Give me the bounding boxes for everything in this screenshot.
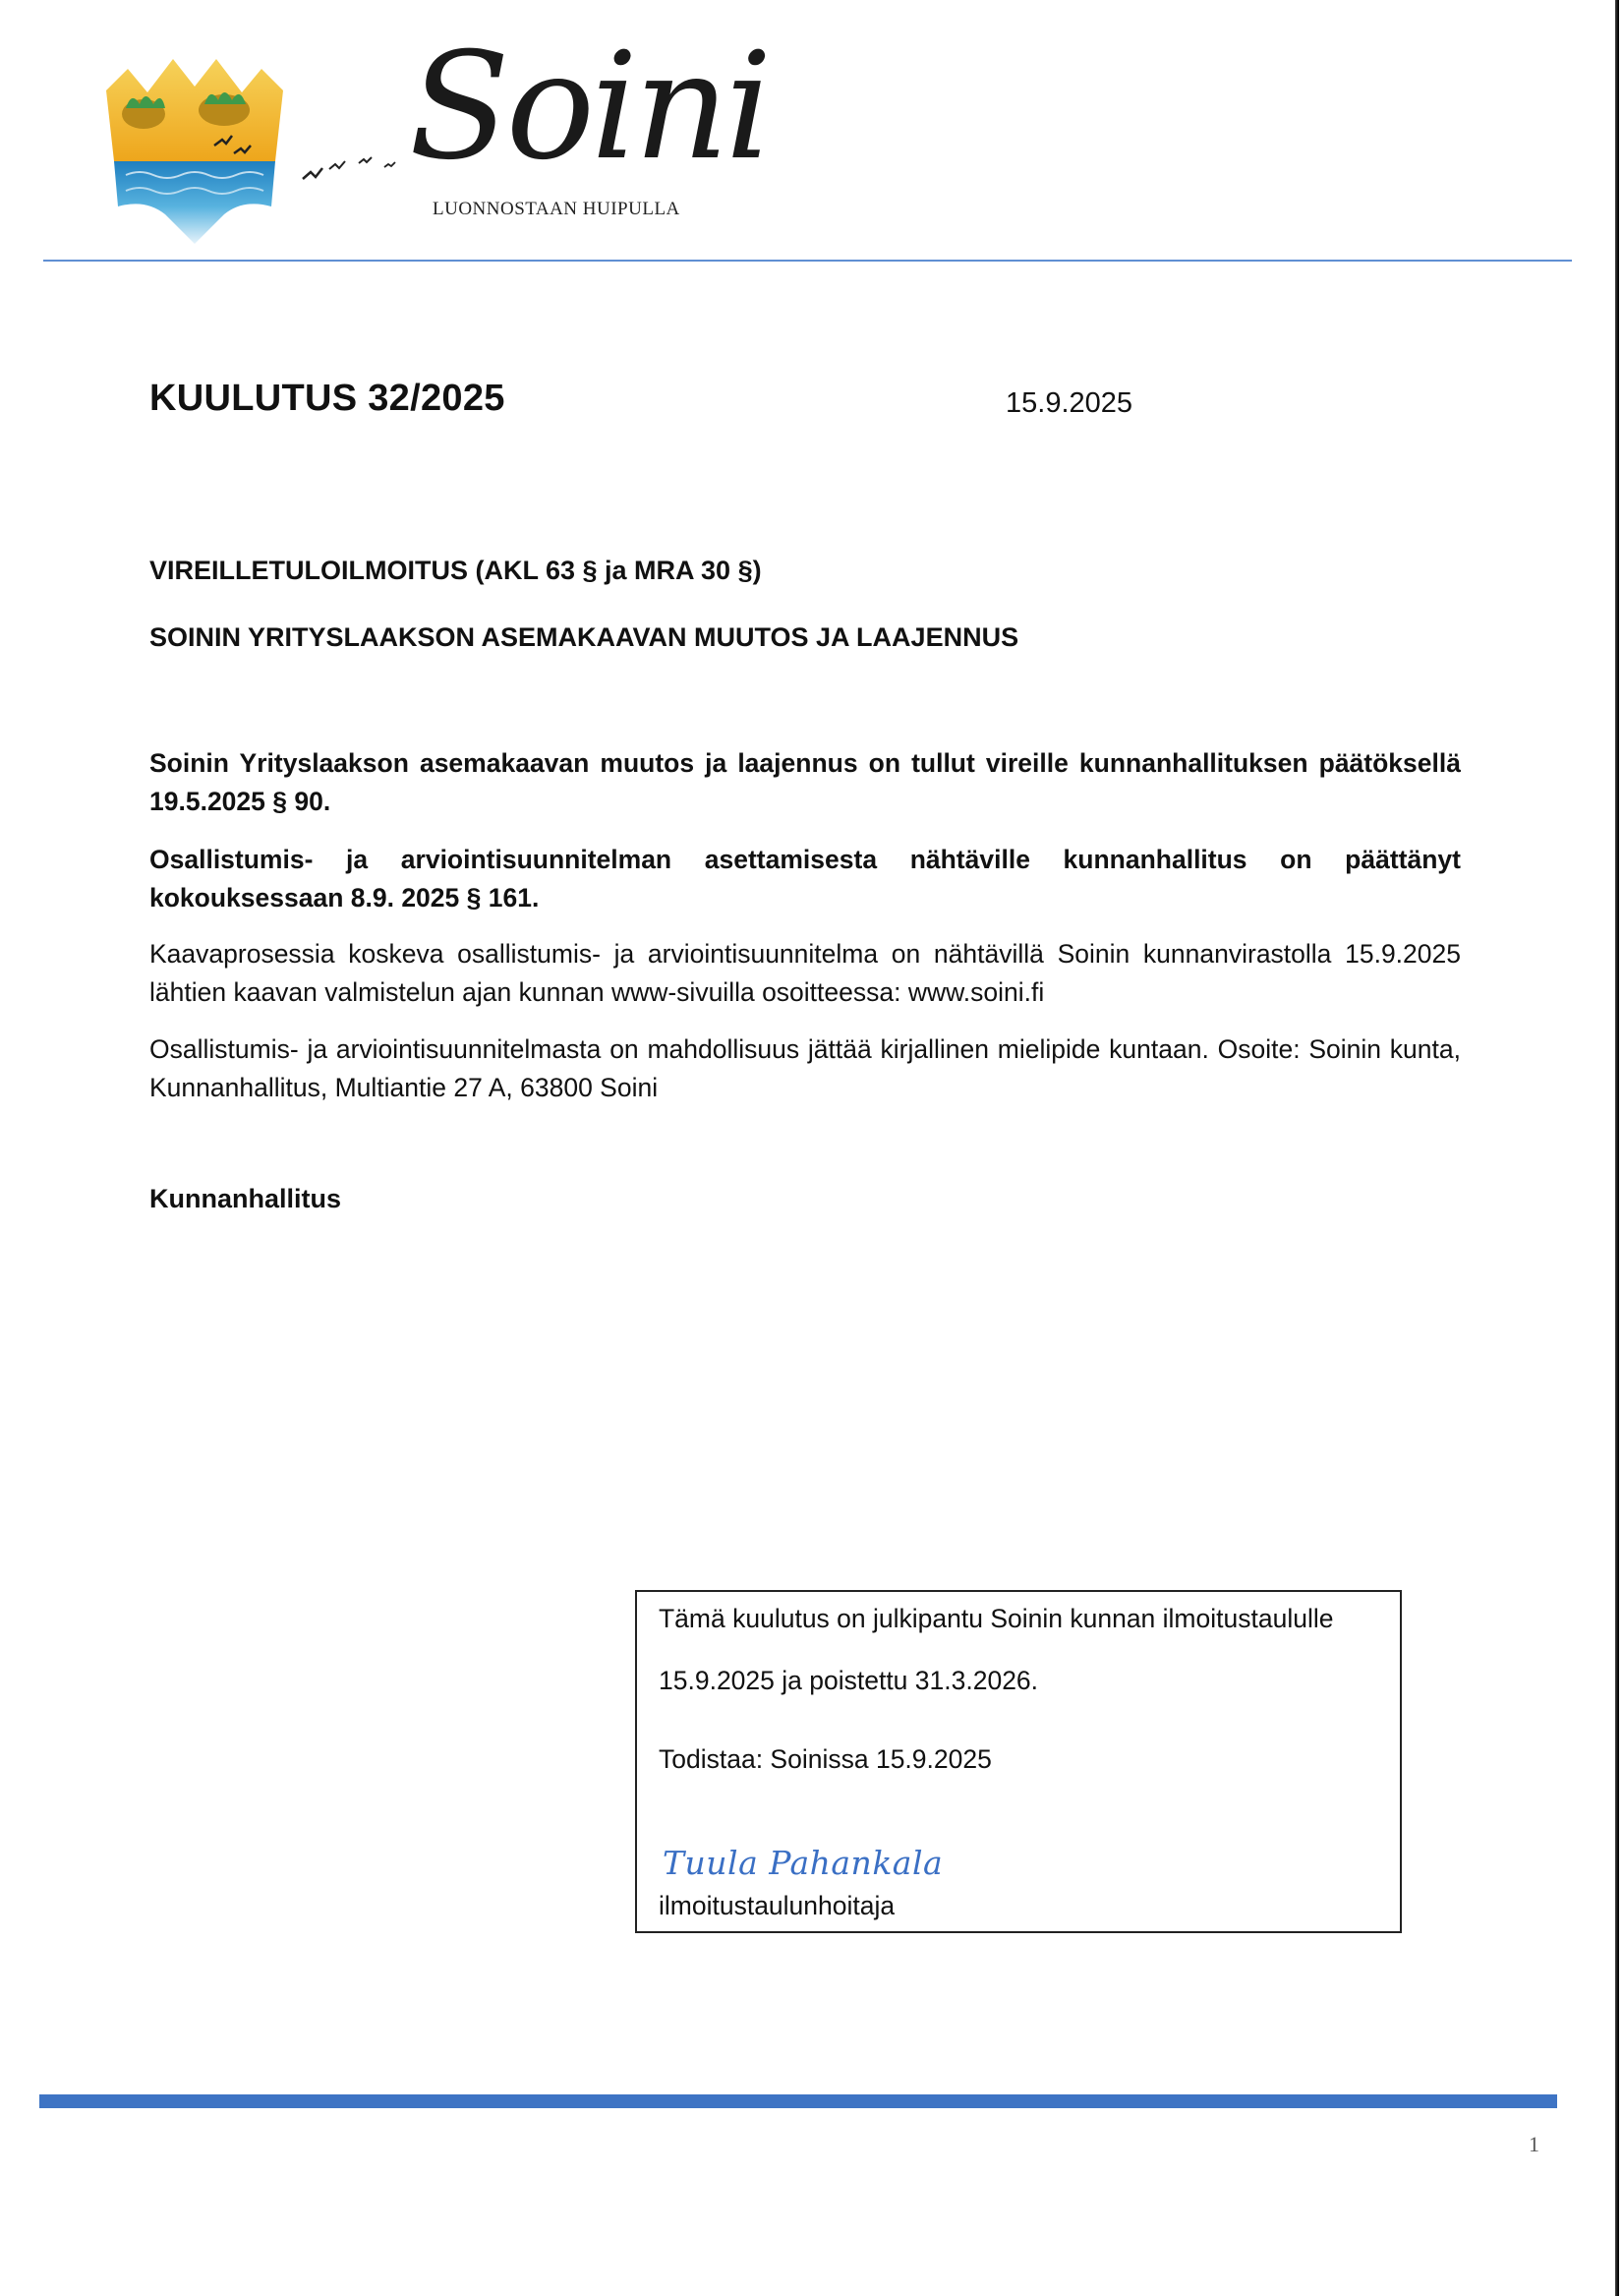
- posting-line-2: 15.9.2025 ja poistettu 31.3.2026.: [659, 1666, 1039, 1695]
- logo-tagline: LUONNOSTAAN HUIPULLA: [433, 199, 680, 219]
- paragraph-feedback: Osallistumis- ja arviointisuunnitelmasta on mahdollisuus jättää kirjallinen mielipide kuntaan. Osoite: Soinin kunta, Kunnanhallitus, Multiantie 27 A, 63800 Soini: [149, 1034, 1461, 1102]
- paragraph-availability: Kaavaprosessia koskeva osallistumis- ja arviointisuunnitelma on nähtävillä Soinin kunnanvirastolla 15.9.2025 lähtien kaavan valmistelun ajan kunnan www-sivuilla osoitteessa: www.soini.fi: [149, 939, 1461, 1007]
- heading-plan-name: SOININ YRITYSLAAKSON ASEMAKAAVAN MUUTOS JA LAAJENNUS: [149, 622, 1019, 652]
- announcement-title: KUULUTUS 32/2025: [149, 378, 505, 419]
- crown-emblem-icon: [96, 51, 293, 253]
- heading-notice-type: VIREILLETULOILMOITUS (AKL 63 § ja MRA 30 §): [149, 556, 762, 585]
- soini-logo: [96, 22, 769, 253]
- announcement-date: 15.9.2025: [1006, 387, 1133, 419]
- signatory-role: ilmoitustaulunhoitaja: [659, 1891, 896, 1920]
- posting-certificate-box: [635, 1590, 1402, 1933]
- header-divider: [43, 260, 1572, 262]
- paragraph-initiation: Soinin Yrityslaakson asemakaavan muutos ja laajennus on tullut vireille kunnanhallituksen päätöksellä 19.5.2025 § 90.: [149, 748, 1461, 816]
- logo-wordmark: Soini: [409, 22, 769, 193]
- footer-bar: [39, 2094, 1557, 2108]
- signer: Kunnanhallitus: [149, 1184, 341, 1213]
- scan-edge: [1615, 0, 1619, 2296]
- certified-line: Todistaa: Soinissa 15.9.2025: [659, 1744, 992, 1774]
- page-number: 1: [1529, 2132, 1539, 2156]
- posting-line-1: Tämä kuulutus on julkipantu Soinin kunnan ilmoitustaululle: [659, 1604, 1334, 1633]
- handwritten-signature: Tuula Pahankala: [663, 1844, 944, 1882]
- paragraph-decision: Osallistumis- ja arviointisuunnitelman asettamisesta nähtäville kunnanhallitus on päättänyt kokouksessaan 8.9. 2025 § 161.: [149, 845, 1461, 913]
